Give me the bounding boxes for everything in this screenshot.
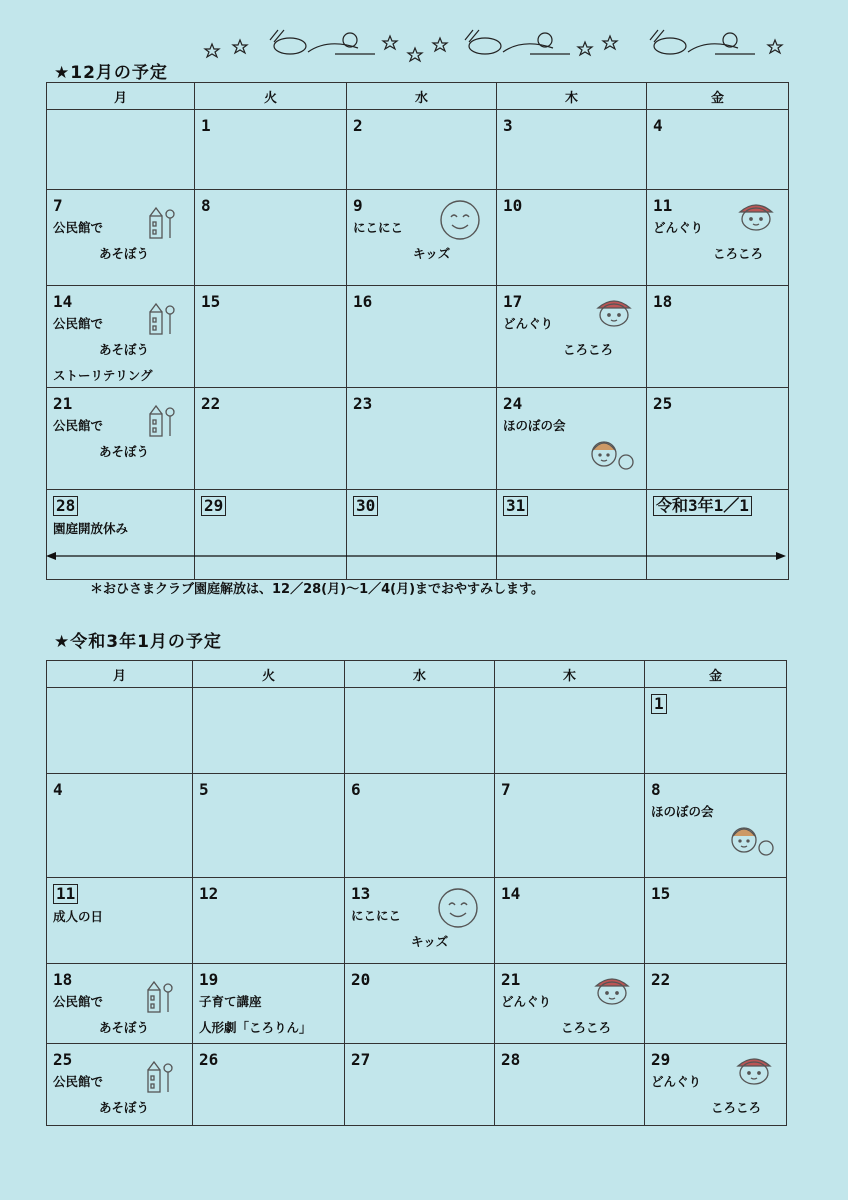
day-cell	[47, 190, 195, 286]
event-label: ころころ	[563, 342, 614, 357]
event-label: あそぼう	[99, 1020, 150, 1035]
day-cell	[647, 490, 789, 580]
week-row	[47, 878, 787, 964]
day-number: 25	[53, 1050, 73, 1069]
event-label: 公民館で	[53, 994, 104, 1009]
day-number: 7	[53, 196, 63, 215]
event-label: ストーリテリング	[53, 368, 153, 383]
day-cell	[497, 286, 647, 388]
day-cell	[193, 964, 345, 1044]
event-label: 公民館で	[53, 220, 104, 235]
day-cell	[47, 878, 193, 964]
day-number: 18	[53, 970, 73, 989]
day-number: 9	[353, 196, 363, 215]
day-cell	[47, 286, 195, 388]
day-number: 5	[199, 780, 209, 799]
weekday-header: 木	[497, 83, 647, 110]
day-number: 4	[653, 116, 663, 135]
week-row	[47, 490, 789, 580]
day-cell	[47, 1044, 193, 1126]
day-cell	[193, 1044, 345, 1126]
day-cell	[195, 190, 347, 286]
day-number: 1	[201, 116, 211, 135]
family-icon	[728, 820, 776, 864]
weekday-header: 火	[193, 661, 345, 688]
week-row	[47, 1044, 787, 1126]
day-number: 31	[503, 496, 528, 516]
day-cell	[195, 286, 347, 388]
day-number: 15	[651, 884, 671, 903]
week-row	[47, 110, 789, 190]
day-number: 6	[351, 780, 361, 799]
day-cell	[347, 110, 497, 190]
event-label: にこにこ	[353, 220, 404, 235]
event-label: どんぐり	[503, 316, 554, 331]
day-number: 22	[651, 970, 671, 989]
day-number: 10	[503, 196, 523, 215]
weekday-header: 月	[47, 83, 195, 110]
day-cell	[195, 388, 347, 490]
day-cell	[495, 774, 645, 878]
event-label: キッズ	[411, 934, 449, 949]
day-cell	[345, 774, 495, 878]
day-number: 11	[653, 196, 673, 215]
day-cell	[497, 490, 647, 580]
day-number: 29	[201, 496, 226, 516]
day-cell	[345, 1044, 495, 1126]
day-cell	[647, 110, 789, 190]
day-cell	[497, 190, 647, 286]
castle-icon	[144, 978, 174, 1018]
day-cell	[645, 1044, 787, 1126]
day-cell	[347, 490, 497, 580]
day-number: 14	[501, 884, 521, 903]
day-cell	[645, 964, 787, 1044]
christmas-border-decoration	[200, 22, 800, 66]
event-label: どんぐり	[653, 220, 704, 235]
day-cell	[47, 490, 195, 580]
event-label: どんぐり	[501, 994, 552, 1009]
event-label: 公民館で	[53, 316, 104, 331]
event-label: 公民館で	[53, 1074, 104, 1089]
castle-icon	[146, 300, 176, 340]
event-label: あそぼう	[99, 342, 150, 357]
day-cell	[193, 878, 345, 964]
day-cell	[347, 388, 497, 490]
weekday-header: 金	[645, 661, 787, 688]
castle-icon	[146, 204, 176, 244]
day-cell	[495, 1044, 645, 1126]
day-cell	[345, 688, 495, 774]
smile-icon	[436, 886, 480, 934]
day-cell	[647, 190, 789, 286]
day-number: 令和3年1／1	[653, 496, 752, 516]
closure-period-arrow	[46, 551, 786, 561]
day-number: 23	[353, 394, 373, 413]
day-cell	[645, 774, 787, 878]
day-cell	[497, 110, 647, 190]
day-cell	[47, 110, 195, 190]
day-number: 22	[201, 394, 221, 413]
day-number: 16	[353, 292, 373, 311]
day-number: 24	[503, 394, 523, 413]
week-row	[47, 190, 789, 286]
day-number: 4	[53, 780, 63, 799]
january-title: ★令和3年1月の予定	[54, 632, 222, 652]
weekday-header: 水	[345, 661, 495, 688]
event-label: キッズ	[413, 246, 451, 261]
day-number: 13	[351, 884, 371, 903]
day-cell	[345, 964, 495, 1044]
day-cell	[193, 688, 345, 774]
december-calendar	[46, 82, 789, 580]
day-number: 15	[201, 292, 221, 311]
day-number: 18	[653, 292, 673, 311]
event-label: 園庭開放休み	[53, 521, 129, 536]
day-cell	[645, 878, 787, 964]
event-label: あそぼう	[99, 1100, 150, 1115]
event-label: ころころ	[713, 246, 764, 261]
day-cell	[47, 388, 195, 490]
day-cell	[47, 964, 193, 1044]
day-number: 19	[199, 970, 219, 989]
weekday-header: 金	[647, 83, 789, 110]
smile-icon	[438, 198, 482, 246]
day-cell	[647, 286, 789, 388]
acorn-icon	[736, 198, 776, 236]
day-number: 28	[501, 1050, 521, 1069]
day-cell	[193, 774, 345, 878]
day-number: 11	[53, 884, 78, 904]
week-row	[47, 688, 787, 774]
day-cell	[345, 878, 495, 964]
day-cell	[347, 190, 497, 286]
day-number: 7	[501, 780, 511, 799]
weekday-header: 月	[47, 661, 193, 688]
day-cell	[347, 286, 497, 388]
day-number: 2	[353, 116, 363, 135]
day-number: 8	[201, 196, 211, 215]
event-label: どんぐり	[651, 1074, 702, 1089]
day-number: 12	[199, 884, 219, 903]
day-cell	[647, 388, 789, 490]
day-number: 17	[503, 292, 523, 311]
acorn-icon	[592, 972, 632, 1010]
weekday-header: 水	[347, 83, 497, 110]
family-icon	[588, 434, 636, 478]
day-number: 27	[351, 1050, 371, 1069]
event-label: 子育て講座	[199, 994, 262, 1009]
week-row	[47, 964, 787, 1044]
day-number: 29	[651, 1050, 671, 1069]
event-label: あそぼう	[99, 246, 150, 261]
day-cell	[47, 774, 193, 878]
day-number: 30	[353, 496, 378, 516]
day-cell	[495, 688, 645, 774]
day-number: 20	[351, 970, 371, 989]
event-label: ころころ	[561, 1020, 612, 1035]
day-number: 25	[653, 394, 673, 413]
castle-icon	[144, 1058, 174, 1098]
castle-icon	[146, 402, 176, 442]
event-label: あそぼう	[99, 444, 150, 459]
day-cell	[495, 964, 645, 1044]
day-cell	[195, 490, 347, 580]
day-number: 21	[53, 394, 73, 413]
event-label: にこにこ	[351, 908, 402, 923]
day-number: 21	[501, 970, 521, 989]
event-label: ほのぼの会	[503, 418, 566, 433]
day-number: 28	[53, 496, 78, 516]
day-number: 3	[503, 116, 513, 135]
day-cell	[495, 878, 645, 964]
day-number: 14	[53, 292, 73, 311]
day-number: 26	[199, 1050, 219, 1069]
event-label: 人形劇「ころりん」	[199, 1020, 312, 1035]
day-number: 8	[651, 780, 661, 799]
day-cell	[645, 688, 787, 774]
week-row	[47, 774, 787, 878]
closure-note: ＊おひさまクラブ園庭解放は、12／28(月)～1／4(月)までおやすみします。	[90, 582, 544, 597]
day-cell	[497, 388, 647, 490]
january-calendar	[46, 660, 787, 1126]
week-row	[47, 388, 789, 490]
event-label: 公民館で	[53, 418, 104, 433]
acorn-icon	[594, 294, 634, 332]
weekday-header: 火	[195, 83, 347, 110]
week-row	[47, 286, 789, 388]
day-cell	[195, 110, 347, 190]
acorn-icon	[734, 1052, 774, 1090]
day-number: 1	[651, 694, 667, 714]
event-label: ころころ	[711, 1100, 762, 1115]
day-cell	[47, 688, 193, 774]
weekday-header: 木	[495, 661, 645, 688]
event-label: ほのぼの会	[651, 804, 714, 819]
december-title: ★12月の予定	[54, 63, 168, 83]
event-label: 成人の日	[53, 909, 104, 924]
